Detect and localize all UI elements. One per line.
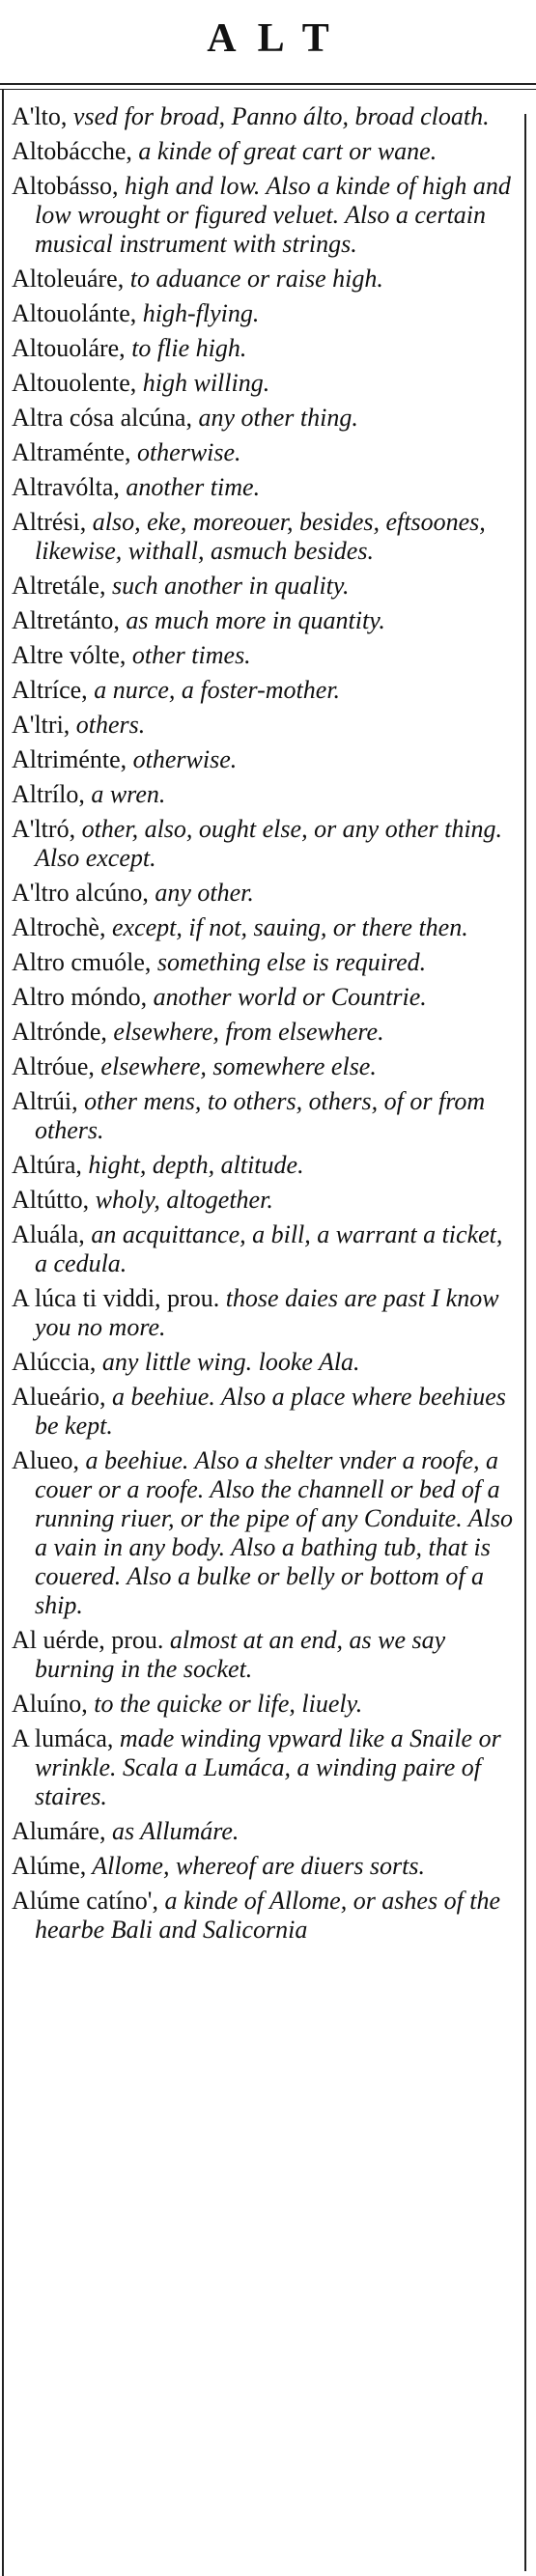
headword: Altraménte, (12, 438, 131, 466)
entry-altouolare (12, 334, 514, 363)
headword: Altrúi, (12, 1087, 78, 1115)
entry-altretale (12, 572, 514, 601)
definition: also, eke, moreouer, besides, eftsoones, likewise, withall, asmuch besides. (35, 508, 486, 565)
entry-altroche (12, 913, 514, 942)
definition: otherwise. (130, 438, 241, 466)
entry-altravolta (12, 473, 514, 502)
headword: Altútto, (12, 1186, 90, 1214)
headword: Altúra, (12, 1151, 82, 1179)
definition: elsewhere, somewhere else. (94, 1052, 377, 1080)
headword: A'ltri, (12, 711, 71, 739)
entry-altobacche (12, 137, 514, 166)
entry-altra-cosa-alcuna (12, 404, 514, 433)
entry-alumare (12, 1817, 514, 1846)
headword: Altrílo, (12, 780, 85, 808)
definition: others. (70, 711, 146, 739)
entry-altre-volte (12, 641, 514, 670)
definition: any other. (148, 879, 254, 907)
entry-altrui (12, 1087, 514, 1145)
headword: Alúme, (12, 1852, 87, 1880)
headword: A lumáca, (12, 1724, 114, 1752)
headword: Altouolente, (12, 369, 137, 397)
definition: a beehiue. Also a shelter vnder a roofe, a couer or a roofe. Also the channell or bed of a running riuer, or the pipe of any Conduite. Also a vain in any body. Also a bathing tub, that is couered. Also a bulke or belly or bottom of a ship. (35, 1446, 513, 1619)
headword: Altouoláre, (12, 334, 126, 362)
entry-altouolente (12, 369, 514, 398)
entry-aluino (12, 1690, 514, 1719)
definition: vsed for broad, Panno álto, broad cloath. (67, 102, 490, 130)
entry-alueario (12, 1383, 514, 1441)
entry-al-uerde (12, 1626, 514, 1684)
headword: Alumáre, (12, 1817, 106, 1845)
entry-altro-alcuno (12, 879, 514, 908)
definition: a beehiue. Also a place where beehiues be kept. (35, 1383, 506, 1440)
headword: Aluíno, (12, 1690, 88, 1718)
definition: other mens, to others, others, of or from others. (35, 1087, 486, 1144)
definition: another world or Countrie. (147, 983, 427, 1011)
entry-altobasso (12, 172, 514, 259)
entry-alto (12, 102, 514, 131)
definition: as much more in quantity. (119, 606, 385, 634)
definition: any other thing. (191, 404, 358, 432)
headword: Altriménte, (12, 745, 127, 773)
entry-altretanto (12, 606, 514, 635)
entry-a-lumaca (12, 1724, 514, 1811)
definition: to flie high. (125, 334, 247, 362)
definition: a kinde of Allome, or ashes of the hearbe Bali and Salicornia (35, 1887, 501, 1944)
definition: elsewhere, from elsewhere. (106, 1018, 384, 1046)
entry-a-luca-ti-viddi (12, 1284, 514, 1342)
definition: a kinde of great cart or wane. (131, 137, 437, 165)
definition: to aduance or raise high. (124, 265, 383, 293)
headword: Altrochè, (12, 913, 106, 941)
headword: Altra cósa alcúna, (12, 404, 192, 432)
dictionary-entries (12, 102, 514, 1950)
definition: any little wing. looke Ala. (96, 1348, 360, 1376)
definition: high and low. Also a kinde of high and low wrought or figured veluet. Also a certain musical instrument with strings. (35, 172, 511, 258)
page-title: ALT (207, 16, 351, 61)
definition: Allome, whereof are diuers sorts. (86, 1852, 426, 1880)
definition: to the quicke or life, liuely. (87, 1690, 363, 1718)
definition: something else is required. (151, 948, 427, 976)
headword: Altobácche, (12, 137, 132, 165)
entry-altro-cmuole (12, 948, 514, 977)
entry-altura (12, 1151, 514, 1180)
entry-alume-catino (12, 1887, 514, 1945)
right-column-rule (524, 114, 526, 2571)
headword: A'lto, (12, 102, 68, 130)
definition: a wren. (84, 780, 166, 808)
headword: Altróue, (12, 1052, 95, 1080)
definition: such another in quality. (105, 572, 350, 600)
entry-alueo (12, 1446, 514, 1620)
definition: except, if not, sauing, or there then. (105, 913, 468, 941)
headword: Alueo, (12, 1446, 80, 1474)
definition: otherwise. (127, 745, 238, 773)
page-header (0, 0, 536, 77)
entry-altramente (12, 438, 514, 467)
entry-aluccia (12, 1348, 514, 1377)
entry-altrice (12, 676, 514, 705)
definition: hight, depth, altitude. (81, 1151, 304, 1179)
definition: an acquittance, a bill, a warrant a ticket, a cedula. (35, 1220, 503, 1277)
headword: A'ltró, (12, 815, 76, 843)
entry-altri (12, 711, 514, 740)
entry-altronde (12, 1018, 514, 1047)
definition: those daies are past I know you no more. (35, 1284, 499, 1341)
definition: as Allumáre. (105, 1817, 240, 1845)
headword: Aluála, (12, 1220, 85, 1248)
header-rule (0, 83, 536, 85)
definition: wholy, altogether. (89, 1186, 273, 1214)
definition: other times. (126, 641, 251, 669)
entry-alume (12, 1852, 514, 1881)
headword: A'ltro alcúno, (12, 879, 149, 907)
definition: other, also, ought else, or any other thing. Also except. (35, 815, 503, 872)
header-rule-inner (0, 89, 536, 90)
headword: Alueário, (12, 1383, 106, 1411)
entry-altrimente (12, 745, 514, 774)
headword: Alúccia, (12, 1348, 97, 1376)
headword: Altro móndo, (12, 983, 148, 1011)
entry-altro (12, 815, 514, 873)
headword: Altretále, (12, 572, 106, 600)
headword: Al uérde, prou. (12, 1626, 164, 1654)
headword: A lúca ti viddi, prou. (12, 1284, 220, 1312)
definition: another time. (119, 473, 261, 501)
headword: Alúme catíno', (12, 1887, 158, 1915)
left-column-rule (2, 89, 4, 2576)
headword: Altobásso, (12, 172, 119, 200)
headword: Altrónde, (12, 1018, 107, 1046)
headword: Altravólta, (12, 473, 120, 501)
definition: high willing. (136, 369, 270, 397)
entry-altresi (12, 508, 514, 566)
headword: Altretánto, (12, 606, 120, 634)
entry-altro-mondo (12, 983, 514, 1012)
entry-altutto (12, 1186, 514, 1215)
definition: made winding vpward like a Snaile or wrinkle. Scala a Lumáca, a winding paire of staires. (35, 1724, 501, 1810)
headword: Altre vólte, (12, 641, 127, 669)
headword: Altoleuáre, (12, 265, 125, 293)
entry-altrilo (12, 780, 514, 809)
headword: Altro cmuóle, (12, 948, 152, 976)
headword: Altríce, (12, 676, 88, 704)
entry-aluala (12, 1220, 514, 1278)
entry-altoleuare (12, 265, 514, 294)
definition: almost at an end, as we say burning in the socket. (35, 1626, 446, 1683)
entry-altouolante (12, 299, 514, 328)
definition: a nurce, a foster-mother. (87, 676, 341, 704)
headword: Altouolánte, (12, 299, 137, 327)
headword: Altrési, (12, 508, 87, 536)
entry-altroue (12, 1052, 514, 1081)
definition: high-flying. (136, 299, 260, 327)
